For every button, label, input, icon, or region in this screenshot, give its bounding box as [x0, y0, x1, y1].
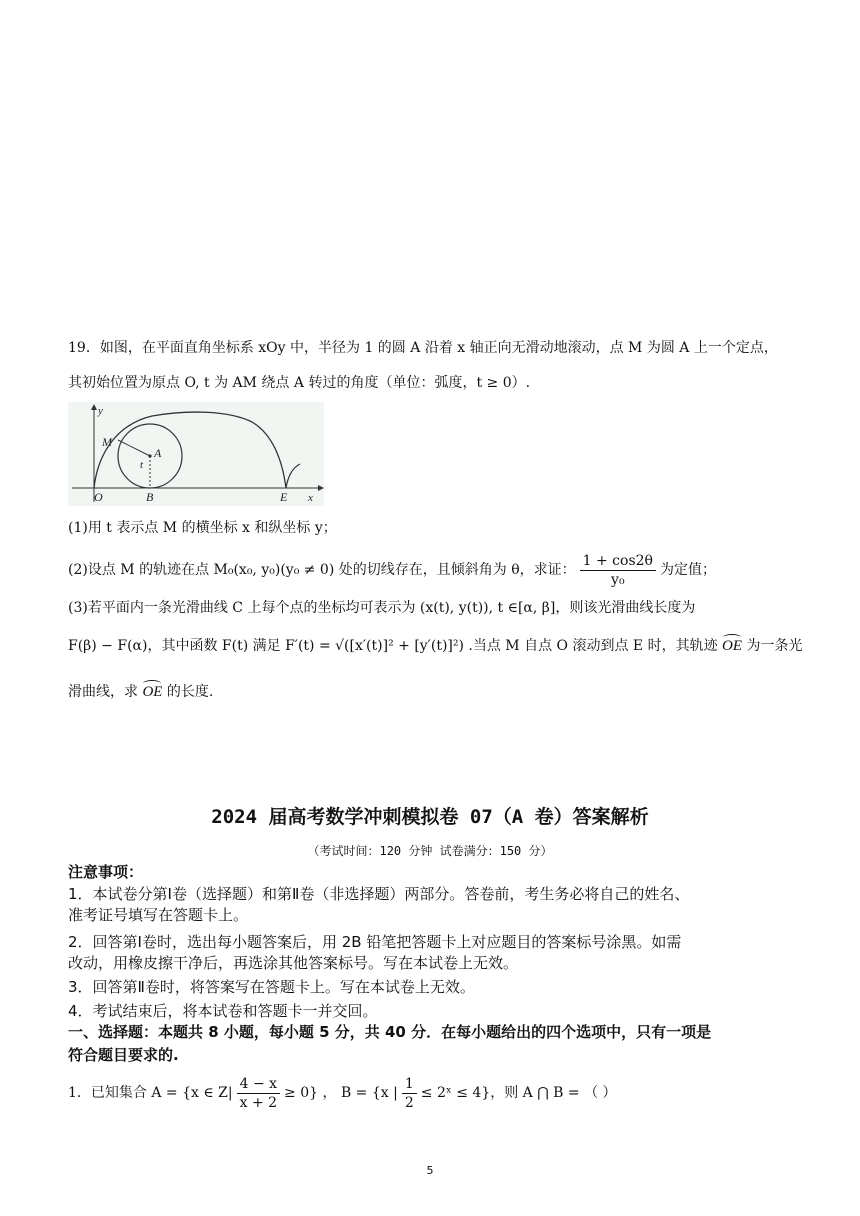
q1-pre: 1．已知集合 A = {x ∈ Z| [68, 1085, 233, 1101]
q19-part3-b2: 为一条光 [742, 638, 803, 654]
q1-post: ≤ 2ˣ ≤ 4}，则 A ⋂ B = （ ） [420, 1085, 617, 1101]
label-x: x [308, 492, 313, 504]
arc-oe: OE [722, 638, 743, 654]
section-heading: 一、选择题：本题共 8 小题，每小题 5 分，共 40 分．在每小题给出的四个选项中，只有一项是 [68, 1023, 712, 1041]
notice-item: 准考证号填写在答题卡上。 [68, 906, 249, 924]
label-y: y [98, 405, 103, 417]
label-m: M [102, 435, 112, 449]
q1-line [68, 1072, 617, 1114]
fraction-denominator: 2 [404, 1094, 414, 1111]
exam-info: （考试时间：120 分钟 试卷满分：150 分） [307, 844, 553, 858]
page-number: 5 [426, 1164, 434, 1177]
q19-part3-c2: 的长度. [162, 684, 214, 700]
q19-part1: (1)用 t 表示点 M 的横坐标 x 和纵坐标 y； [68, 520, 337, 536]
label-a: A [154, 446, 162, 460]
fraction-denominator: y₀ [611, 571, 625, 588]
q19-part2-pre: (2)设点 M 的轨迹在点 M₀(x₀, y₀)(y₀ ≠ 0) 处的切线存在，且倾斜角为 θ，求证： [68, 562, 576, 578]
y-axis-arrow [91, 404, 97, 410]
q19-part3-b1: F(β) − F(α)，其中函数 F(t) 满足 F′(t) = √([x′(t)]² + [y′(t)]²) .当点 M 自点 O 滚动到点 E 时，其轨迹 [68, 638, 723, 654]
cycloid-diagram [68, 402, 324, 506]
q19-part2-fraction [580, 552, 656, 589]
point-a [148, 454, 151, 457]
label-t: t [140, 459, 144, 471]
label-o: O [94, 490, 103, 504]
notice-item: 3．回答第Ⅱ卷时，将答案写在答题卡上。写在本试卷上无效。 [68, 978, 475, 996]
cycloid-curve [94, 412, 286, 488]
q1-mid: ≥ 0} ， B = {x | [284, 1085, 398, 1101]
q1-fraction-a [237, 1075, 280, 1112]
fraction-numerator: 1 + cos2θ [580, 552, 656, 571]
q19-part3-a: (3)若平面内一条光滑曲线 C 上每个点的坐标均可表示为 (x(t), y(t)), t ∈[α, β]，则该光滑曲线长度为 [68, 600, 696, 616]
label-e: E [280, 490, 288, 504]
q19-part2 [68, 548, 716, 592]
section-heading-cont: 符合题目要求的. [68, 1046, 179, 1064]
notice-item: 改动，用橡皮擦干净后，再选涂其他答案标号。写在本试卷上无效。 [68, 954, 519, 972]
notice-item: 4．考试结束后，将本试卷和答题卡一并交回。 [68, 1002, 378, 1020]
notice-item: 1．本试卷分第Ⅰ卷（选择题）和第Ⅱ卷（非选择题）两部分。答卷前，考生务必将自己的姓名、 [68, 885, 690, 903]
fraction-numerator: 4 − x [237, 1075, 280, 1094]
fraction-numerator: 1 [402, 1075, 417, 1094]
fraction-denominator: x + 2 [239, 1094, 278, 1111]
cycloid-figure [68, 402, 324, 506]
label-b: B [146, 490, 154, 504]
q19-part3-b [68, 636, 803, 656]
q1-fraction-b [402, 1075, 417, 1112]
x-axis-arrow [318, 485, 324, 491]
radius-am [118, 440, 150, 456]
next-arch [286, 464, 300, 488]
q19-line1: 19．如图，在平面直角坐标系 xOy 中，半径为 1 的圆 A 沿着 x 轴正向无滑动地滚动，点 M 为圆 A 上一个定点， [68, 340, 778, 356]
notice-item: 2．回答第Ⅰ卷时，选出每小题答案后，用 2B 铅笔把答题卡上对应题目的答案标号涂黑。如需 [68, 933, 682, 951]
arc-oe: OE [142, 684, 163, 700]
notice-heading: 注意事项： [68, 863, 144, 881]
q19-line2: 其初始位置为原点 O, t 为 AM 绕点 A 转过的角度（单位：弧度，t ≥ 0）. [68, 375, 531, 391]
q19-part2-post: 为定值； [659, 562, 716, 578]
q19-part3-c [68, 682, 213, 702]
q19-part3-c1: 滑曲线，求 [68, 684, 143, 700]
page-title: 2024 届高考数学冲刺模拟卷 07（A 卷）答案解析 [211, 806, 649, 828]
